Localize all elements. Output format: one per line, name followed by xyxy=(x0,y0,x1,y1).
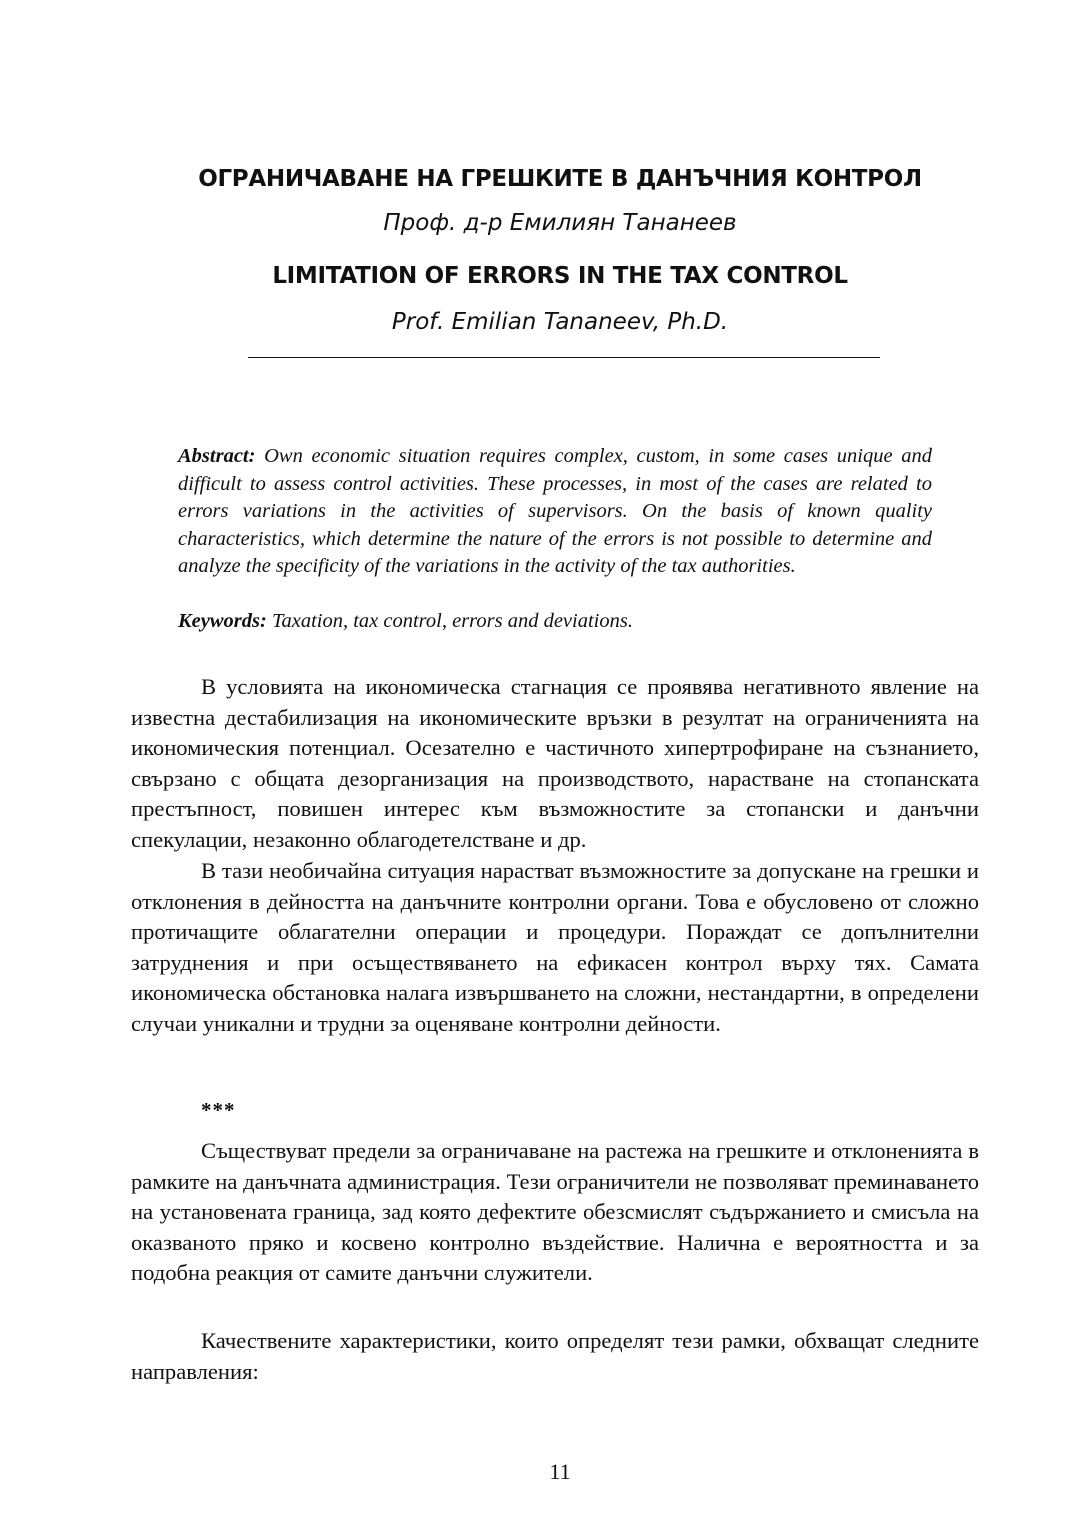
body-paragraph-1: В условията на икономическа стагнация се проявява негативното явление на известна дестабилизация на икономическите връзки в резултат на ограниченията на икономическия потенциал. Осезателно е частичното хипертрофиране на съзнанието, свързано с общата дезорганизация на производството, нарастване на стопанската престъпност, повишен интерес към възможностите за стопански и данъчни спекулации, незаконно облагодетелстване и др. xyxy=(131,674,979,852)
abstract-text: Own economic situation requires complex, custom, in some cases unique and difficult to assess control activities. These processes, in most of the cases are related to errors variations in the activities of supervisors. On the basis of known quality characteristics, which determine the nature of the errors is not possible to determine and analyze the specificity of the variations in the activity of the tax authorities. xyxy=(178,445,932,578)
body-paragraph-2: В тази необичайна ситуация нарастват възможностите за допускане на грешки и отклонения в дейността на данъчните контролни органи. Това е обусловено от сложно протичащите облагателни операции и процедури. Порaждат се допълнителни затруднения и при осъществяването на ефикасен контрол върху тях. Самата икономическа обстановка налага извършването на сложни, нестандартни, в определени случаи уникални и трудни за оценяване контролни дейности. xyxy=(131,858,979,1036)
body-paragraph-3: Съществуват предели за ограничаване на растежа на грешките и отклоненията в рамките на данъчната администрация. Тези ограничители не позволяват преминаването на установената граница, зад която дефектите обезсмислят съдържанието и смисъла на оказваното пряко и косвено контролно въздействие. Налична е вероятността и за подобна реакция от самите данъчни служители. xyxy=(131,1138,979,1286)
abstract-block xyxy=(178,443,932,581)
title-divider xyxy=(248,357,880,358)
author-bulgarian: Проф. д-р Емилиян Тананеев xyxy=(383,210,737,236)
keywords-text: Taxation, tax control, errors and deviations. xyxy=(271,610,633,632)
author-english: Prof. Emilian Tananeev, Ph.D. xyxy=(391,309,729,335)
article-title-english: LIMITATION OF ERRORS IN THE TAX CONTROL xyxy=(272,263,848,289)
article-title-bulgarian: ОГРАНИЧАВАНЕ НА ГРЕШКИТЕ В ДАНЪЧНИЯ КОНТРОЛ xyxy=(198,166,922,192)
page-number: 11 xyxy=(549,1459,571,1484)
section-separator: *** xyxy=(201,1098,236,1122)
keywords-block xyxy=(178,608,932,636)
body-paragraph-4: Качествените характеристики, които определят тези рамки, обхващат следните направления: xyxy=(131,1328,979,1384)
keywords-label: Keywords: xyxy=(178,610,267,632)
abstract-label: Abstract: xyxy=(178,445,256,467)
